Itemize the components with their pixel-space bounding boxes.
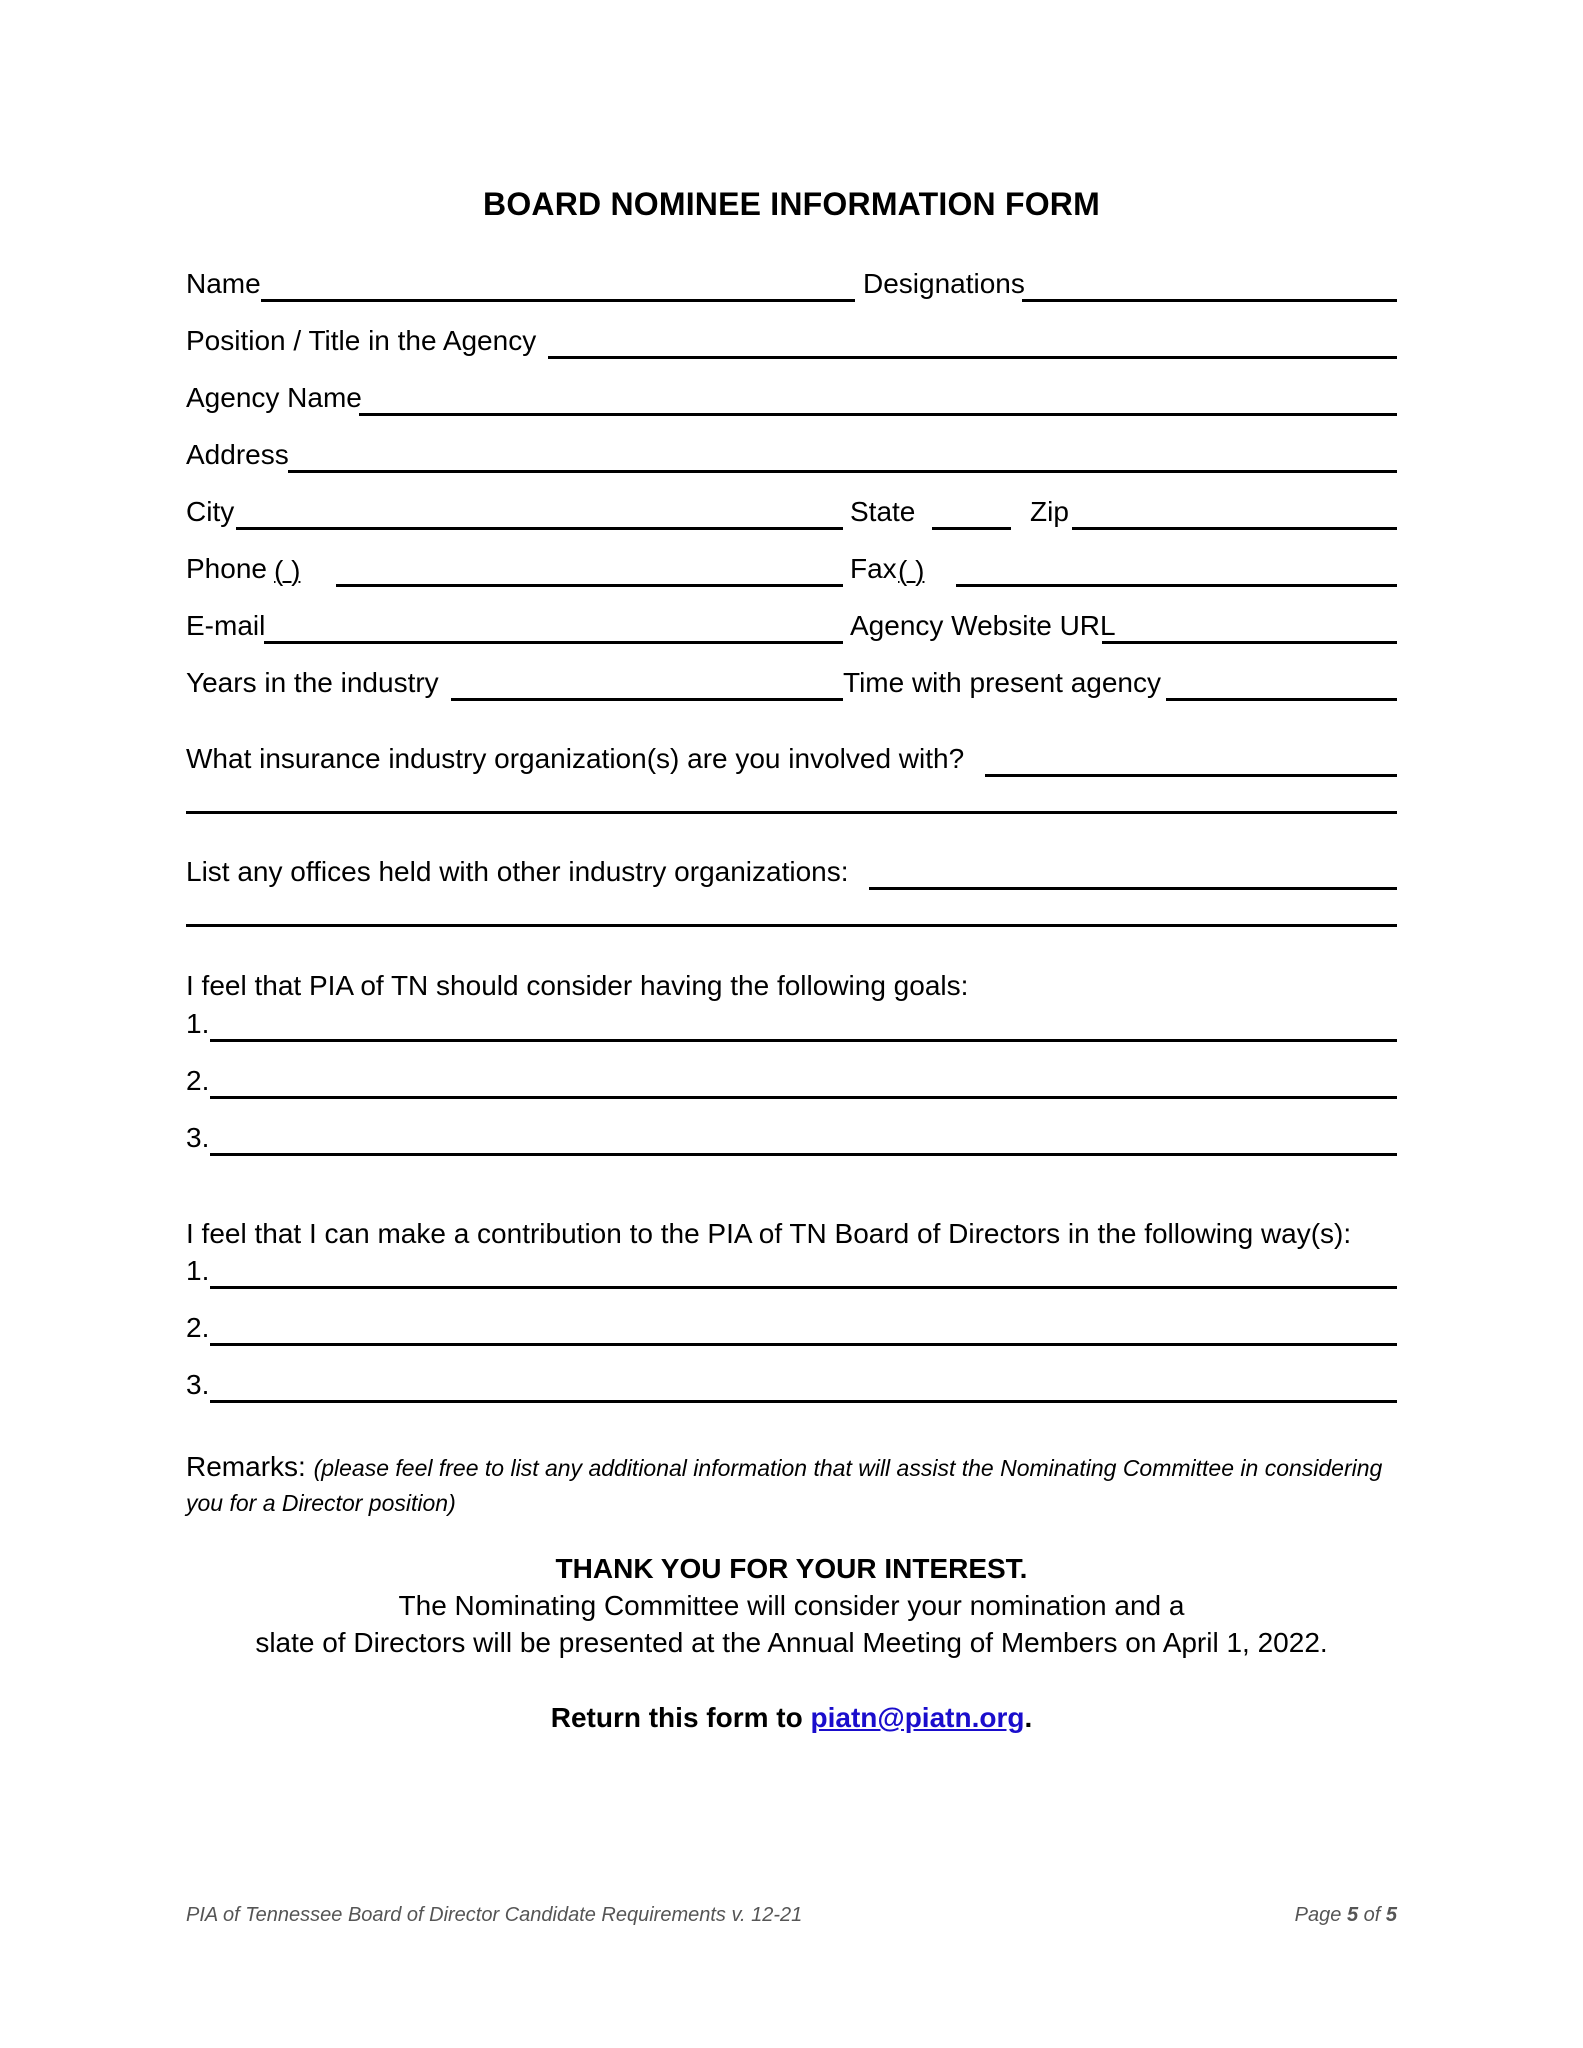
thank-you-line-1: The Nominating Committee will consider your nomination and a — [398, 1590, 1185, 1621]
goal-number: 2. — [186, 1065, 210, 1096]
form-title: BOARD NOMINEE INFORMATION FORM — [483, 186, 1100, 222]
row-offices — [186, 854, 1397, 894]
agency-name-field[interactable] — [359, 413, 1397, 416]
contribution-number: 2. — [186, 1312, 210, 1343]
position-field[interactable] — [548, 356, 1397, 359]
state-label: State — [850, 496, 916, 527]
fax-label: Fax — [850, 553, 897, 584]
zip-field[interactable] — [1072, 527, 1397, 530]
name-field[interactable] — [261, 299, 855, 302]
remarks-label: Remarks: — [186, 1451, 306, 1482]
phone-area-code[interactable]: ( ) — [274, 555, 301, 586]
footer-page-number — [1295, 1904, 1397, 1927]
organizations-field[interactable] — [985, 774, 1397, 777]
row-name — [186, 266, 1397, 306]
address-label: Address — [186, 439, 289, 470]
return-instruction — [0, 1702, 1583, 1734]
row-position — [186, 323, 1397, 363]
remarks — [186, 1450, 1397, 1520]
state-field[interactable] — [932, 527, 1011, 530]
contribution-3-field[interactable] — [210, 1400, 1397, 1403]
contribution-2-field[interactable] — [210, 1343, 1397, 1346]
phone-field[interactable] — [336, 584, 843, 587]
return-email-link[interactable]: piatn@piatn.org — [810, 1702, 1025, 1733]
row-address — [186, 437, 1397, 477]
agency-name-label: Agency Name — [186, 382, 362, 413]
thank-you-block — [0, 1550, 1583, 1661]
contribution-item — [186, 1310, 1397, 1350]
contribution-number: 3. — [186, 1369, 210, 1400]
time-present-label: Time with present agency — [843, 667, 1161, 698]
contribution-item — [186, 1367, 1397, 1407]
footer-page-total: 5 — [1385, 1904, 1397, 1926]
fax-area-code[interactable]: ( ) — [898, 555, 925, 586]
offices-field-line-2[interactable] — [186, 924, 1397, 927]
organizations-question: What insurance industry organization(s) are you involved with? — [186, 743, 965, 774]
years-field[interactable] — [451, 698, 843, 701]
row-email — [186, 608, 1397, 648]
footer-document-title: PIA of Tennessee Board of Director Candidate Requirements v. 12-21 — [186, 1904, 803, 1926]
goal-number: 3. — [186, 1122, 210, 1153]
thank-you-heading: THANK YOU FOR YOUR INTEREST. — [555, 1553, 1028, 1584]
email-field[interactable] — [264, 641, 843, 644]
offices-field[interactable] — [869, 887, 1397, 890]
goal-2-field[interactable] — [210, 1096, 1397, 1099]
years-label: Years in the industry — [186, 667, 439, 698]
designations-field[interactable] — [1022, 299, 1397, 302]
website-field[interactable] — [1102, 641, 1397, 644]
contribution-1-field[interactable] — [210, 1286, 1397, 1289]
goal-3-field[interactable] — [210, 1153, 1397, 1156]
city-label: City — [186, 496, 235, 527]
row-organizations — [186, 741, 1397, 781]
remarks-note: (please feel free to list any additional information that will assist the Nominating Committee in considering you for a Director position) — [186, 1455, 1383, 1516]
city-field[interactable] — [236, 527, 843, 530]
contribution-number: 1. — [186, 1255, 210, 1286]
goal-number: 1. — [186, 1008, 210, 1039]
phone-label: Phone — [186, 553, 267, 584]
return-suffix: . — [1024, 1702, 1033, 1733]
position-label: Position / Title in the Agency — [186, 325, 537, 356]
goal-item — [186, 1120, 1397, 1160]
organizations-field-line-2[interactable] — [186, 811, 1397, 814]
contribution-item — [186, 1253, 1397, 1293]
goal-1-field[interactable] — [210, 1039, 1397, 1042]
row-phone — [186, 551, 1397, 591]
address-field[interactable] — [288, 470, 1397, 473]
goal-item — [186, 1006, 1397, 1046]
thank-you-line-2: slate of Directors will be presented at the Annual Meeting of Members on April 1, 2022. — [255, 1627, 1328, 1658]
website-label: Agency Website URL — [850, 610, 1116, 641]
designations-label: Designations — [863, 268, 1025, 299]
name-label: Name — [186, 268, 261, 299]
footer-page-current: 5 — [1346, 1904, 1359, 1926]
row-city — [186, 494, 1397, 534]
footer-page-of: of — [1363, 1904, 1381, 1926]
time-present-field[interactable] — [1166, 698, 1397, 701]
footer-page-label: Page — [1294, 1904, 1342, 1926]
goals-question: I feel that PIA of TN should consider having the following goals: — [186, 970, 969, 1001]
email-label: E-mail — [186, 610, 266, 641]
fax-field[interactable] — [956, 584, 1397, 587]
contribution-question: I feel that I can make a contribution to the PIA of TN Board of Directors in the following way(s): — [186, 1218, 1352, 1249]
goal-item — [186, 1063, 1397, 1103]
return-text: Return this form to — [550, 1702, 803, 1733]
offices-question: List any offices held with other industry organizations: — [186, 856, 849, 887]
row-years — [186, 665, 1397, 705]
zip-label: Zip — [1030, 496, 1069, 527]
row-agency-name — [186, 380, 1397, 420]
